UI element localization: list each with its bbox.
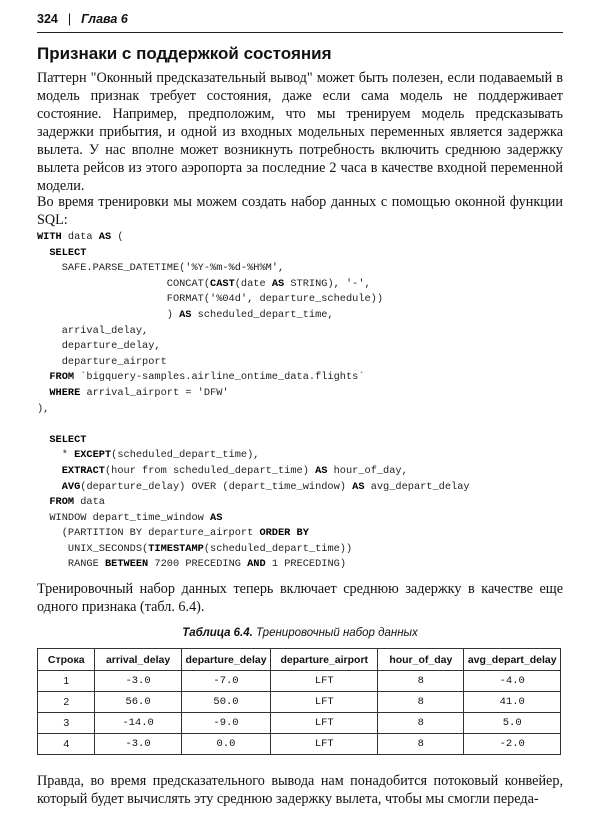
code-text: [37, 247, 49, 259]
table-cell: 4: [38, 734, 95, 755]
code-text: (hour from scheduled_depart_time): [104, 464, 316, 477]
table-header-cell: hour_of_day: [378, 649, 464, 671]
code-text: scheduled_depart_time,: [191, 308, 334, 321]
code-line: [37, 434, 86, 446]
table-header-row: [38, 649, 561, 671]
table-cell: 50.0: [181, 692, 271, 713]
code-line: [37, 340, 161, 352]
table-header-cell: Строка: [38, 649, 95, 671]
code-line: [37, 371, 365, 383]
code-line: [37, 231, 124, 243]
code-text: data: [74, 496, 105, 509]
code-text: (scheduled_depart_time)): [203, 542, 353, 555]
code-line: [37, 309, 334, 321]
code-keyword: ORDER BY: [259, 527, 309, 540]
code-text: STRING), '-',: [284, 277, 371, 290]
table-body: [38, 671, 561, 755]
code-keyword: AVG: [61, 480, 81, 493]
code-text: hour_of_day,: [327, 464, 408, 477]
code-line: [37, 512, 222, 524]
code-text: (: [111, 231, 124, 243]
table-header-cell: avg_depart_delay: [464, 649, 561, 671]
code-keyword: AS: [98, 231, 112, 243]
code-text: *: [37, 449, 75, 462]
table-row: [38, 734, 561, 755]
code-line: [37, 449, 259, 461]
code-keyword: EXTRACT: [61, 464, 105, 477]
code-line: [37, 293, 383, 305]
code-text: [37, 434, 49, 446]
code-text: [37, 496, 49, 508]
table-cell: 2: [38, 692, 95, 713]
code-keyword: CAST: [210, 277, 235, 290]
code-text: departure_airport: [37, 355, 167, 368]
code-text: 1 PRECEDING): [265, 558, 347, 571]
code-line: [37, 278, 371, 290]
code-text: 7200 PRECEDING: [148, 558, 248, 571]
code-keyword: BETWEEN: [104, 558, 149, 571]
code-text: [37, 465, 62, 477]
code-keyword: TIMESTAMP: [148, 542, 204, 555]
code-keyword: SELECT: [49, 246, 87, 259]
table-cell: LFT: [271, 671, 378, 692]
code-line: [37, 387, 229, 399]
section-title: Признаки с поддержкой состояния: [37, 44, 332, 63]
code-line: [37, 527, 309, 539]
sql-code-block: [37, 230, 470, 573]
table-cell: 0.0: [181, 734, 271, 755]
code-text: CONCAT(: [37, 277, 211, 290]
code-keyword: EXCEPT: [74, 449, 112, 462]
table-caption-label: Таблица 6.4.: [182, 627, 253, 639]
table-cell: 5.0: [464, 713, 561, 734]
code-keyword: SELECT: [49, 433, 87, 446]
chapter-title: Глава 6: [81, 12, 128, 26]
code-line: [37, 543, 352, 555]
code-line: [37, 262, 284, 274]
table-cell: 8: [378, 713, 464, 734]
code-keyword: AS: [352, 480, 365, 493]
code-text: (PARTITION BY departure_airport: [37, 527, 260, 540]
code-text: WINDOW depart_time_window: [37, 511, 211, 524]
code-keyword: AS: [179, 308, 192, 321]
code-keyword: WITH: [37, 231, 62, 243]
code-text: UNIX_SECONDS(: [37, 542, 149, 555]
code-keyword: FROM: [49, 496, 75, 509]
table-cell: LFT: [271, 713, 378, 734]
code-text: arrival_delay,: [37, 324, 149, 337]
running-head: [37, 12, 563, 26]
table-cell: -7.0: [181, 671, 271, 692]
table-cell: 41.0: [464, 692, 561, 713]
paragraph-table-lead: Тренировочный набор данных теперь включает среднюю задержку в качестве еще одного признака (табл. 6.4).: [37, 581, 563, 615]
table-cell: 8: [378, 671, 464, 692]
table-caption-text: Тренировочный набор данных: [252, 627, 418, 639]
table-cell: 3: [38, 713, 95, 734]
code-text: [37, 387, 49, 399]
table-cell: -14.0: [95, 713, 181, 734]
code-text: (scheduled_depart_time),: [111, 449, 260, 462]
table-cell: -2.0: [464, 734, 561, 755]
code-text: avg_depart_delay: [364, 480, 470, 493]
code-line: [37, 465, 408, 477]
code-line: [37, 496, 105, 508]
page-number: 324: [37, 12, 58, 26]
code-text: data: [61, 231, 99, 243]
header-separator: |: [67, 12, 72, 26]
table-cell: 56.0: [95, 692, 181, 713]
code-line: [37, 481, 470, 493]
code-line: [37, 325, 148, 337]
code-text: [37, 481, 62, 493]
table-row: [38, 713, 561, 734]
code-text: (date: [234, 277, 272, 290]
code-text: FORMAT('%04d', departure_schedule)): [37, 293, 384, 306]
table-header-cell: departure_delay: [181, 649, 271, 671]
code-line: [37, 558, 346, 570]
code-keyword: AS: [210, 511, 223, 524]
code-text: [37, 371, 49, 383]
table-cell: -9.0: [181, 713, 271, 734]
code-keyword: FROM: [49, 371, 75, 384]
code-keyword: AS: [271, 277, 285, 290]
code-text: RANGE: [37, 558, 105, 571]
code-text: SAFE.PARSE_DATETIME('%Y-%m-%d-%H%M',: [37, 262, 285, 275]
table-cell: -4.0: [464, 671, 561, 692]
code-keyword: AND: [247, 558, 266, 571]
table-header-cell: arrival_delay: [95, 649, 181, 671]
code-text: departure_delay,: [37, 340, 161, 353]
code-line: [37, 403, 49, 415]
training-data-table: [37, 648, 561, 755]
code-text: ),: [37, 402, 50, 415]
paragraph-sql-lead: Во время тренировки мы можем создать набор данных с помощью оконной функции SQL:: [37, 194, 563, 228]
table-cell: 8: [378, 734, 464, 755]
header-rule: [37, 32, 563, 33]
code-keyword: WHERE: [49, 386, 81, 399]
code-text: ): [37, 308, 180, 321]
table-cell: 1: [38, 671, 95, 692]
table-cell: LFT: [271, 734, 378, 755]
code-text: arrival_airport = 'DFW': [80, 386, 229, 399]
table-cell: -3.0: [95, 671, 181, 692]
table-cell: 8: [378, 692, 464, 713]
table-row: [38, 692, 561, 713]
code-line: [37, 356, 167, 368]
table-cell: LFT: [271, 692, 378, 713]
table-row: [38, 671, 561, 692]
code-keyword: AS: [315, 464, 328, 477]
code-text: `bigquery-samples.airline_ontime_data.flights`: [74, 371, 365, 384]
table-caption: [0, 627, 600, 639]
paragraph-intro: Паттерн "Оконный предсказательный вывод" может быть полезен, если подаваемый в модель признак требует состояния, даже если сама модель не поддерживает состояние. Например, предположим, что мы тренируем модель предсказывать задержки прибытия, и одной из входных модельных переменных является задержка вылета. У нас вполне может возникнуть потребность включить среднюю задержку вылета рейсов из этого аэропорта за последние 2 часа в качестве входной переменной модели.: [37, 70, 563, 194]
table-cell: -3.0: [95, 734, 181, 755]
code-text: (departure_delay) OVER (depart_time_window): [80, 480, 353, 493]
code-line: [37, 247, 86, 259]
paragraph-closing: Правда, во время предсказательного вывода нам понадобится потоковый конвейер, который будет вычислять эту среднюю задержку вылета, чтобы мы смогли переда-: [37, 773, 563, 807]
table-header-cell: departure_airport: [271, 649, 378, 671]
